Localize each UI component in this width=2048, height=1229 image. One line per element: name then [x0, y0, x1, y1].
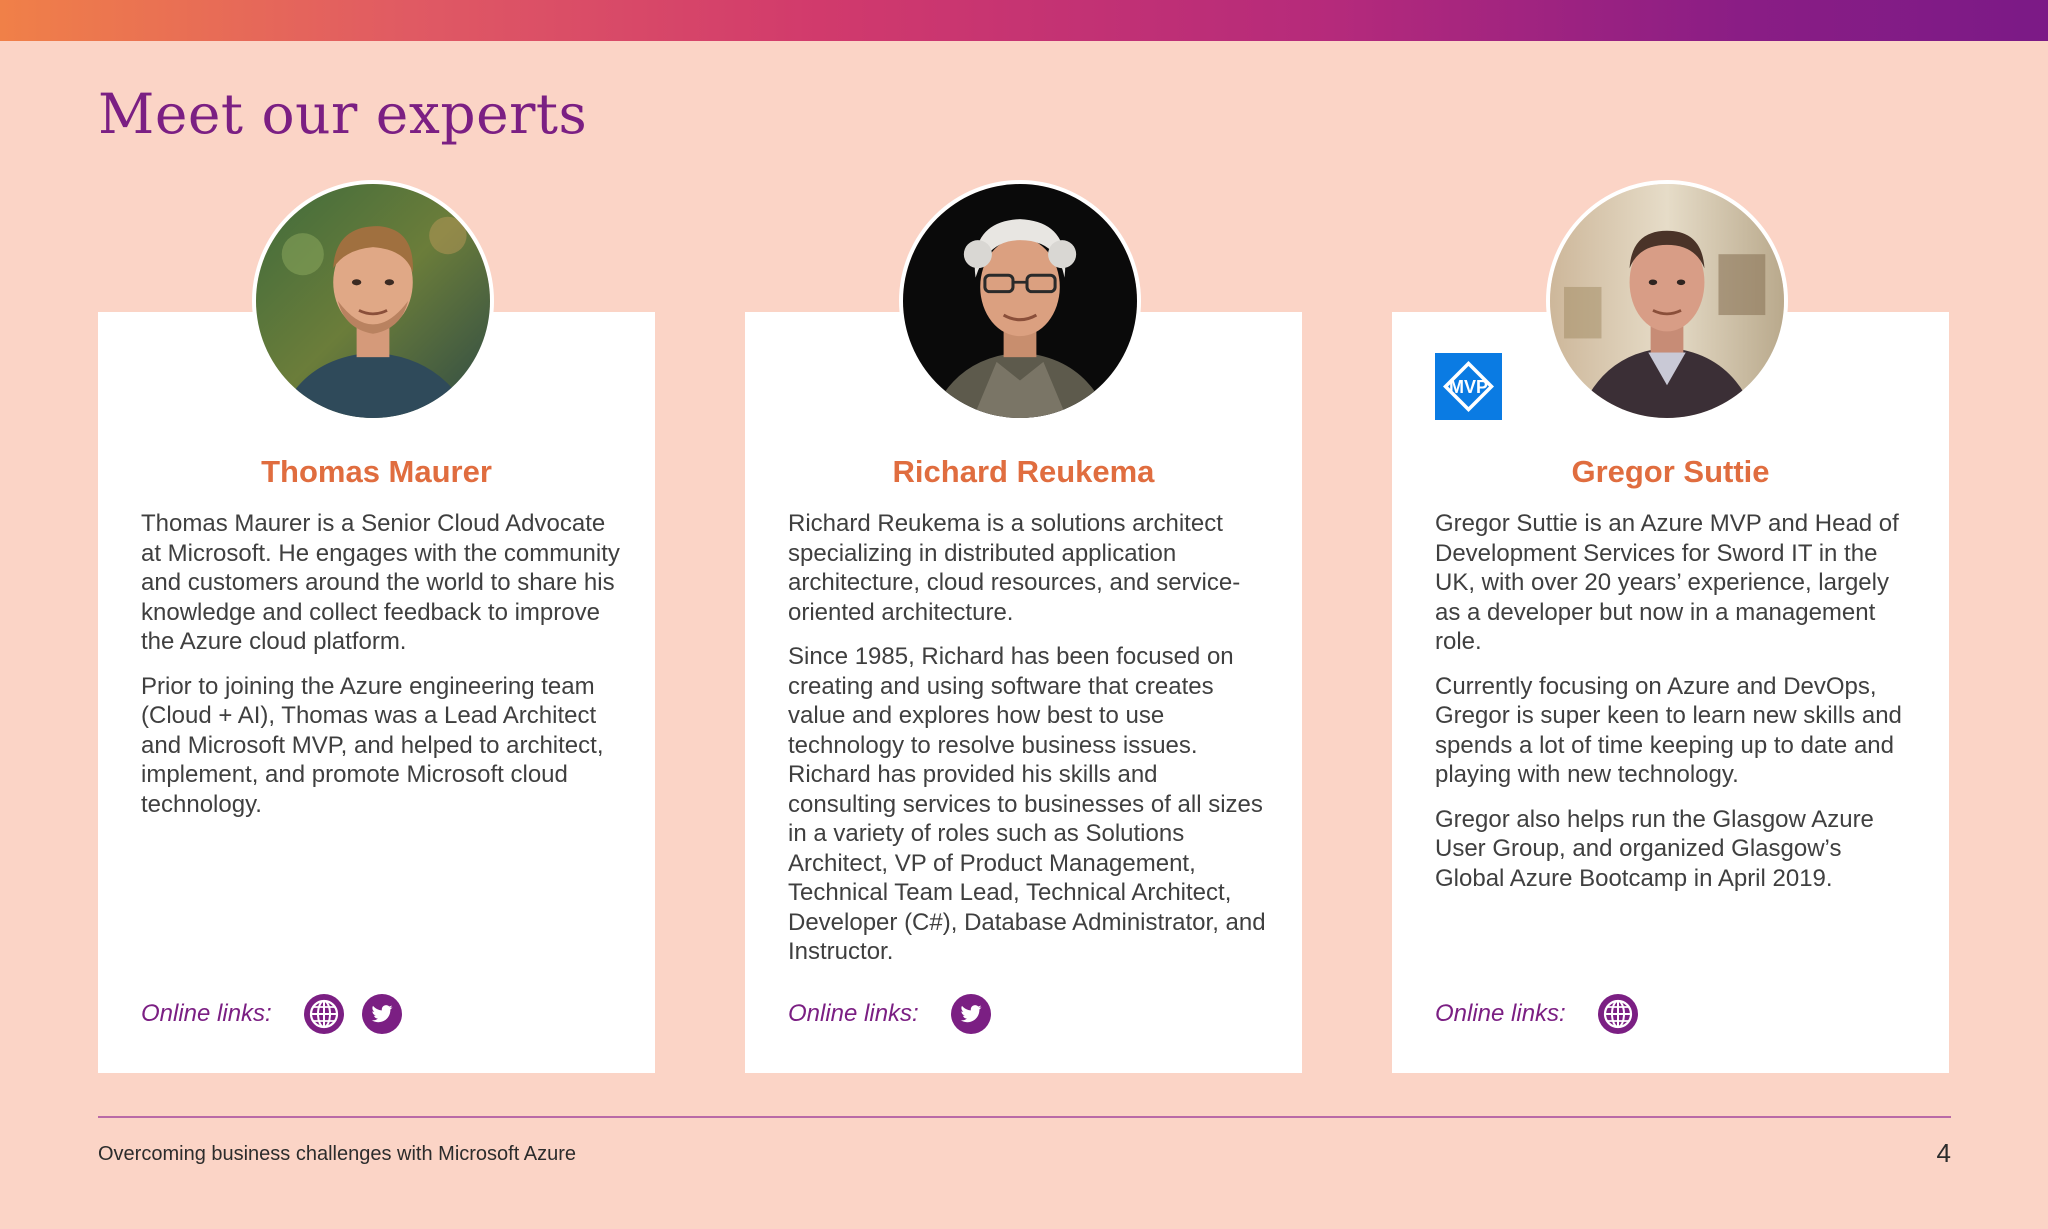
bio-paragraph: Currently focusing on Azure and DevOps, Gregor is super keen to learn new skills and spends a lot of time keeping up to date and playing with new technology. [1435, 672, 1902, 788]
expert-card-thomas-maurer [98, 312, 655, 1073]
bio-paragraph: Richard Reukema is a solutions architect specializing in distributed application architecture, cloud resources, and service-oriented architecture. [788, 510, 1241, 626]
footer-text: Overcoming business challenges with Microsoft Azure [98, 1143, 576, 1165]
online-links-label: Online links: [788, 1000, 919, 1027]
footer-divider [98, 1116, 1951, 1118]
bio-paragraph: Thomas Maurer is a Senior Cloud Advocate at Microsoft. He engages with the community and customers around the world to share his knowledge and collect feedback to improve the Azure cloud platform. [141, 510, 620, 655]
mvp-badge-label: MVP [1448, 377, 1489, 397]
online-links [788, 994, 991, 1034]
avatar-richard-reukema [899, 180, 1141, 422]
expert-name: Richard Reukema [892, 454, 1155, 489]
bio-paragraph: Since 1985, Richard has been focused on creating and using software that creates value and explores how best to use technology to resolve business issues. Richard has provided his skills and consulting services to businesses of all sizes in a variety of roles such as Solutions Architect, VP of Product Management, Technical Team Lead, Technical Architect, Developer (C#), Database Administrator, and Instructor. [788, 643, 1266, 965]
online-links [1435, 994, 1638, 1034]
expert-bio [788, 509, 1268, 982]
mvp-badge-icon [1435, 353, 1502, 420]
globe-icon[interactable] [304, 994, 344, 1034]
expert-card-richard-reukema [745, 312, 1302, 1073]
expert-name: Thomas Maurer [261, 454, 492, 489]
page-title: Meet our experts [98, 82, 588, 146]
online-links-label: Online links: [141, 1000, 272, 1027]
avatar-gregor-suttie [1546, 180, 1788, 422]
online-links-label: Online links: [1435, 1000, 1566, 1027]
bio-paragraph: Gregor Suttie is an Azure MVP and Head of Development Services for Sword IT in the UK, with over 20 years’ experience, largely as a developer but now in a management role. [1435, 510, 1899, 655]
expert-bio [1435, 509, 1915, 908]
bio-paragraph: Prior to joining the Azure engineering team (Cloud + AI), Thomas was a Lead Architect and Microsoft MVP, and helped to architect, implement, and promote Microsoft cloud technology. [141, 672, 604, 818]
twitter-icon[interactable] [951, 994, 991, 1034]
top-gradient-bar [0, 0, 2048, 41]
bio-paragraph: Gregor also helps run the Glasgow Azure User Group, and organized Glasgow’s Global Azure Bootcamp in April 2019. [1435, 805, 1874, 892]
avatar-thomas-maurer [252, 180, 494, 422]
twitter-icon[interactable] [362, 994, 402, 1034]
globe-icon[interactable] [1598, 994, 1638, 1034]
online-links [141, 994, 402, 1034]
expert-bio [141, 509, 621, 834]
page-number: 4 [1936, 1138, 1951, 1168]
expert-card-gregor-suttie [1392, 312, 1949, 1073]
expert-name: Gregor Suttie [1571, 454, 1770, 489]
